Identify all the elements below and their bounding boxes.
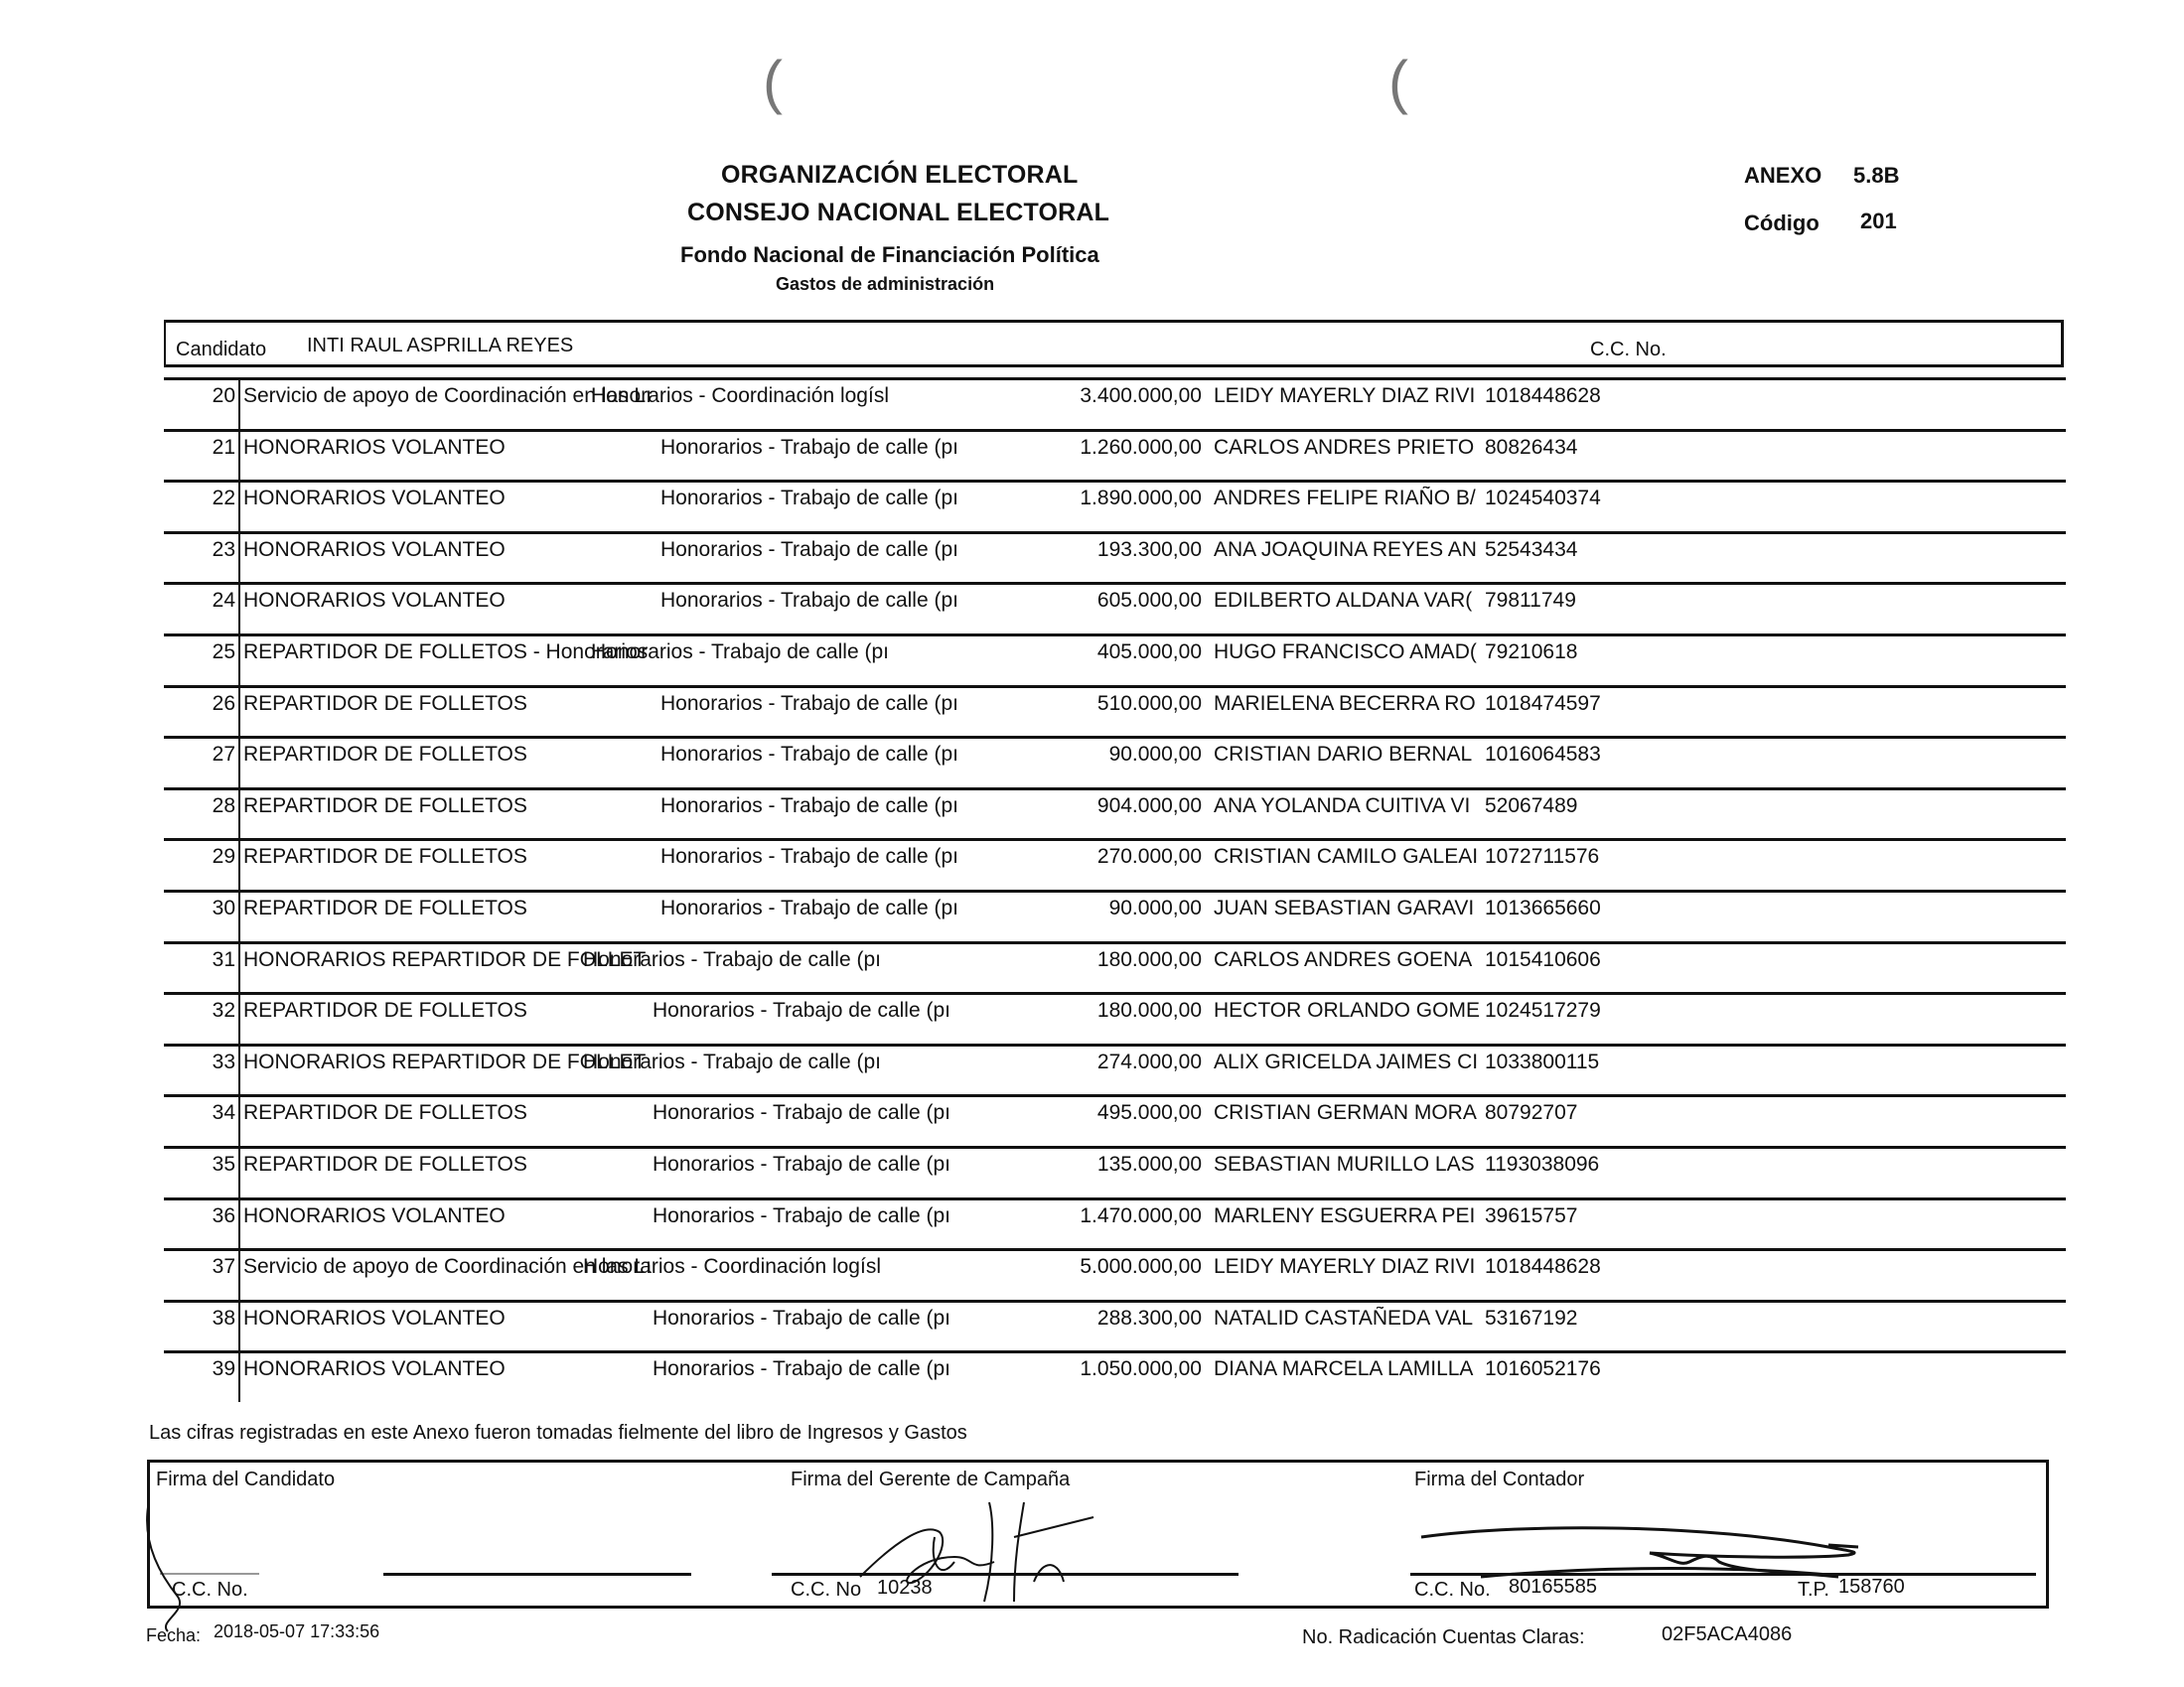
row-amount: 180.000,00 (1096, 947, 1202, 971)
row-concept: Honorarios - Trabajo de calle (pı (653, 1306, 950, 1330)
row-beneficiary-cc: 1018448628 (1485, 384, 1601, 407)
row-amount: 270.000,00 (1096, 845, 1202, 869)
row-description: Servicio de apoyo de Coordinación en las Lı (243, 1255, 652, 1279)
row-description: HONORARIOS VOLANTEO (243, 589, 506, 613)
row-number: 35 (212, 1153, 235, 1176)
table-row (164, 736, 2066, 789)
accountant-cc-value: 80165585 (1509, 1576, 1597, 1598)
row-beneficiary-name: MARLENY ESGUERRA PEI (1214, 1203, 1476, 1227)
row-beneficiary-name: CARLOS ANDRES GOENA (1214, 947, 1473, 971)
table-row (164, 1300, 2066, 1353)
row-number: 28 (212, 793, 235, 817)
table-row (164, 1248, 2066, 1302)
row-description: REPARTIDOR DE FOLLETOS (243, 845, 527, 869)
scan-mark: ( (763, 49, 783, 115)
row-number: 30 (212, 897, 235, 919)
row-description: REPARTIDOR DE FOLLETOS (243, 999, 527, 1023)
table-row (164, 377, 2066, 431)
row-amount: 5.000.000,00 (1080, 1255, 1202, 1279)
row-beneficiary-cc: 1018448628 (1485, 1255, 1601, 1279)
row-description: HONORARIOS REPARTIDOR DE FOLLET (243, 947, 647, 971)
row-beneficiary-name: LEIDY MAYERLY DIAZ RIVI (1214, 1255, 1476, 1279)
row-concept: Honorarios - Trabajo de calle (pı (660, 793, 958, 817)
row-number: 39 (212, 1357, 235, 1381)
table-row (164, 838, 2066, 892)
candidate-label: Candidato (176, 339, 267, 360)
row-amount: 1.470.000,00 (1080, 1203, 1202, 1227)
row-number: 25 (212, 640, 235, 663)
row-beneficiary-cc: 39615757 (1485, 1203, 1578, 1227)
row-number: 38 (212, 1306, 235, 1330)
row-concept: Honorarios - Trabajo de calle (pı (660, 897, 958, 919)
row-amount: 90.000,00 (1108, 743, 1202, 767)
row-description: HONORARIOS VOLANTEO (243, 1203, 506, 1227)
signature-box (147, 1460, 2049, 1609)
row-amount: 495.000,00 (1096, 1101, 1202, 1125)
row-beneficiary-cc: 80826434 (1485, 435, 1578, 459)
row-beneficiary-cc: 1193038096 (1485, 1153, 1600, 1176)
table-row (164, 633, 2066, 687)
manager-signature-label: Firma del Gerente de Campaña (791, 1469, 1071, 1490)
candidate-signature-line (383, 1573, 691, 1576)
row-number: 34 (212, 1101, 235, 1125)
row-amount: 1.260.000,00 (1080, 435, 1202, 459)
row-amount: 3.400.000,00 (1080, 384, 1202, 407)
row-amount: 1.050.000,00 (1080, 1357, 1202, 1381)
table-row (164, 531, 2066, 585)
date-value: 2018-05-07 17:33:56 (214, 1621, 380, 1641)
row-description: HONORARIOS VOLANTEO (243, 1357, 506, 1381)
radicacion-value: 02F5ACA4086 (1662, 1623, 1793, 1645)
table-row (164, 787, 2066, 841)
row-concept: Honorarios - Trabajo de calle (pı (660, 537, 958, 561)
row-concept: Honorarios - Trabajo de calle (pı (653, 1153, 950, 1176)
table-row (164, 1146, 2066, 1199)
row-number: 31 (212, 947, 235, 971)
row-number: 32 (212, 999, 235, 1023)
row-concept: Honorarios - Coordinación logísl (591, 384, 889, 407)
row-description: HONORARIOS VOLANTEO (243, 487, 506, 510)
row-amount: 510.000,00 (1096, 691, 1202, 715)
row-number: 37 (212, 1255, 235, 1279)
table-row (164, 685, 2066, 739)
row-concept: Honorarios - Trabajo de calle (pı (660, 435, 958, 459)
row-beneficiary-name: ANA YOLANDA CUITIVA VI (1214, 793, 1471, 817)
row-description: REPARTIDOR DE FOLLETOS (243, 743, 527, 767)
row-number: 27 (212, 743, 235, 767)
row-description: HONORARIOS VOLANTEO (243, 1306, 506, 1330)
row-amount: 135.000,00 (1096, 1153, 1202, 1176)
row-number: 20 (212, 384, 235, 407)
row-beneficiary-cc: 79210618 (1485, 640, 1578, 663)
org-title: ORGANIZACIÓN ELECTORAL (721, 161, 1079, 189)
row-beneficiary-name: LEIDY MAYERLY DIAZ RIVI (1214, 384, 1476, 407)
row-beneficiary-cc: 80792707 (1485, 1101, 1578, 1125)
row-concept: Honorarios - Trabajo de calle (pı (583, 1050, 881, 1073)
row-concept: Honorarios - Trabajo de calle (pı (660, 487, 958, 510)
row-number: 26 (212, 691, 235, 715)
table-row (164, 429, 2066, 483)
row-beneficiary-cc: 1018474597 (1485, 691, 1601, 715)
row-beneficiary-cc: 52067489 (1485, 793, 1578, 817)
row-concept: Honorarios - Trabajo de calle (pı (653, 1203, 950, 1227)
annex-value: 5.8B (1853, 163, 1900, 188)
table-row (164, 992, 2066, 1046)
row-concept: Honorarios - Trabajo de calle (pı (660, 743, 958, 767)
candidate-cc-label: C.C. No. (1590, 339, 1667, 360)
row-amount: 904.000,00 (1096, 793, 1202, 817)
row-beneficiary-name: CRISTIAN DARIO BERNAL (1214, 743, 1473, 767)
row-beneficiary-cc: 52543434 (1485, 537, 1578, 561)
table-row (164, 890, 2066, 943)
accountant-signature-icon (1411, 1507, 1967, 1587)
row-description: REPARTIDOR DE FOLLETOS (243, 1153, 527, 1176)
row-beneficiary-cc: 1024517279 (1485, 999, 1601, 1023)
table-row (164, 941, 2066, 995)
row-beneficiary-cc: 79811749 (1485, 589, 1576, 613)
row-amount: 405.000,00 (1096, 640, 1202, 663)
row-amount: 90.000,00 (1108, 897, 1202, 919)
row-number: 33 (212, 1050, 235, 1073)
candidate-box (164, 320, 2064, 367)
row-number: 29 (212, 845, 235, 869)
row-beneficiary-cc: 1024540374 (1485, 487, 1601, 510)
row-beneficiary-cc: 1033800115 (1485, 1050, 1600, 1073)
council-title: CONSEJO NACIONAL ELECTORAL (687, 199, 1110, 226)
row-beneficiary-cc: 1016064583 (1485, 743, 1601, 767)
row-description: HONORARIOS REPARTIDOR DE FOLLET (243, 1050, 647, 1073)
row-beneficiary-name: JUAN SEBASTIAN GARAVI (1214, 897, 1475, 919)
manager-cc-value: 10238 (877, 1577, 933, 1599)
row-description: Servicio de apoyo de Coordinación en las Lı (243, 384, 652, 407)
row-beneficiary-name: HECTOR ORLANDO GOME (1214, 999, 1480, 1023)
row-beneficiary-name: ALIX GRICELDA JAIMES CI (1214, 1050, 1479, 1073)
table-row (164, 582, 2066, 635)
row-beneficiary-name: CRISTIAN CAMILO GALEAI (1214, 845, 1479, 869)
row-concept: Honorarios - Trabajo de calle (pı (653, 1357, 950, 1381)
row-beneficiary-name: ANDRES FELIPE RIAÑO B/ (1214, 487, 1476, 510)
row-description: HONORARIOS VOLANTEO (243, 435, 506, 459)
fund-title: Fondo Nacional de Financiación Política (680, 242, 1099, 267)
row-beneficiary-cc: 1015410606 (1485, 947, 1601, 971)
row-concept: Honorarios - Trabajo de calle (pı (653, 1101, 950, 1125)
row-amount: 288.300,00 (1096, 1306, 1202, 1330)
row-number: 22 (212, 487, 235, 510)
tp-label: T.P. (1798, 1579, 1829, 1601)
candidate-cc-label: C.C. No. (172, 1579, 248, 1601)
row-beneficiary-name: ANA JOAQUINA REYES AN (1214, 537, 1477, 561)
row-concept: Honorarios - Trabajo de calle (pı (653, 999, 950, 1023)
row-concept: Honorarios - Trabajo de calle (pı (660, 845, 958, 869)
candidate-signature-label: Firma del Candidato (156, 1469, 336, 1490)
table-row (164, 480, 2066, 533)
row-description: REPARTIDOR DE FOLLETOS (243, 691, 527, 715)
row-beneficiary-name: EDILBERTO ALDANA VAR( (1214, 589, 1473, 613)
table-row (164, 1094, 2066, 1148)
accountant-cc-label: C.C. No. (1414, 1579, 1491, 1601)
row-amount: 180.000,00 (1096, 999, 1202, 1023)
row-beneficiary-name: HUGO FRANCISCO AMAD( (1214, 640, 1477, 663)
row-beneficiary-name: CARLOS ANDRES PRIETO (1214, 435, 1475, 459)
row-number: 24 (212, 589, 235, 613)
candidate-name: INTI RAUL ASPRILLA REYES (307, 335, 574, 356)
row-concept: Honorarios - Trabajo de calle (pı (660, 589, 958, 613)
code-label: Código (1744, 211, 1820, 235)
row-description: HONORARIOS VOLANTEO (243, 537, 506, 561)
row-beneficiary-name: SEBASTIAN MURILLO LAS (1214, 1153, 1475, 1176)
radicacion-label: No. Radicación Cuentas Claras: (1302, 1626, 1585, 1648)
footer-note: Las cifras registradas en este Anexo fueron tomadas fielmente del libro de Ingresos y Gastos (149, 1422, 967, 1444)
row-number: 36 (212, 1203, 235, 1227)
scan-mark: ( (1388, 49, 1408, 115)
manager-signature-icon (766, 1463, 1183, 1612)
row-description: REPARTIDOR DE FOLLETOS - Honorarios (243, 640, 649, 663)
row-beneficiary-name: NATALID CASTAÑEDA VAL (1214, 1306, 1474, 1330)
row-concept: Honorarios - Trabajo de calle (pı (591, 640, 889, 663)
tp-value: 158760 (1838, 1576, 1905, 1598)
row-number: 21 (212, 435, 235, 459)
row-concept: Honorarios - Coordinación logísl (583, 1255, 881, 1279)
row-amount: 193.300,00 (1096, 537, 1202, 561)
table-row (164, 1197, 2066, 1251)
row-beneficiary-name: DIANA MARCELA LAMILLA (1214, 1357, 1474, 1381)
row-number: 23 (212, 537, 235, 561)
row-amount: 605.000,00 (1096, 589, 1202, 613)
row-concept: Honorarios - Trabajo de calle (pı (583, 947, 881, 971)
row-description: REPARTIDOR DE FOLLETOS (243, 897, 527, 919)
row-beneficiary-cc: 1072711576 (1485, 845, 1600, 869)
row-beneficiary-cc: 1016052176 (1485, 1357, 1601, 1381)
row-amount: 274.000,00 (1096, 1050, 1202, 1073)
accountant-signature-label: Firma del Contador (1414, 1469, 1585, 1490)
date-label: Fecha: (146, 1625, 202, 1645)
row-description: REPARTIDOR DE FOLLETOS (243, 793, 527, 817)
table-row (164, 1044, 2066, 1097)
row-beneficiary-cc: 1013665660 (1485, 897, 1601, 919)
row-beneficiary-name: CRISTIAN GERMAN MORA (1214, 1101, 1477, 1125)
code-value: 201 (1860, 209, 1897, 233)
row-beneficiary-name: MARIELENA BECERRA RO (1214, 691, 1476, 715)
row-amount: 1.890.000,00 (1080, 487, 1202, 510)
row-description: REPARTIDOR DE FOLLETOS (243, 1101, 527, 1125)
annex-label: ANEXO (1744, 163, 1822, 188)
table-row (164, 1350, 2066, 1404)
row-concept: Honorarios - Trabajo de calle (pı (660, 691, 958, 715)
row-beneficiary-cc: 53167192 (1485, 1306, 1578, 1330)
manager-cc-label: C.C. No (791, 1579, 862, 1601)
section-title: Gastos de administración (776, 274, 995, 294)
